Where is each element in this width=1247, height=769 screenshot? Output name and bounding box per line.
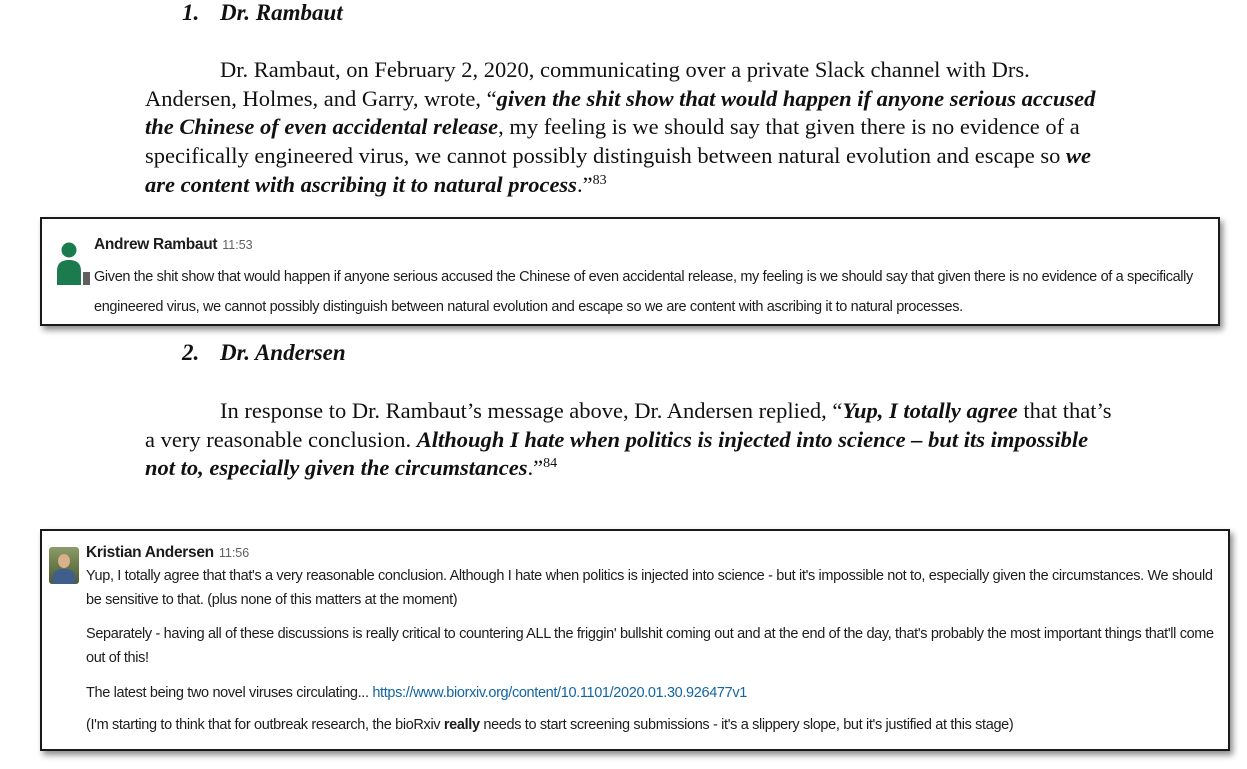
para-text: that that’s a very reasonable conclusion. — [145, 398, 1112, 452]
message-text: needs to start screening submissions - it's a slippery slope, but it's justified at this stage) — [479, 717, 1014, 733]
section-number: 1. — [182, 0, 200, 25]
slack-message-rambaut — [40, 217, 1220, 326]
message-text-4 — [86, 710, 1226, 740]
author-name[interactable]: Kristian Andersen — [86, 544, 214, 561]
paragraph-andersen — [145, 397, 1120, 483]
para-emphasis: given the shit show that would happen if anyone serious accused the Chinese of even accidental release — [145, 85, 1096, 140]
footnote-ref: 83 — [592, 172, 607, 188]
paragraph-rambaut — [145, 56, 1120, 200]
section-title: Dr. Rambaut — [220, 0, 343, 25]
para-emphasis: Although I hate when politics is injected into science – but its impossible not to, especially given the circumstances — [145, 426, 1089, 481]
message-header — [94, 236, 253, 254]
section-number: 2. — [182, 340, 200, 365]
message-time[interactable]: 11:53 — [222, 238, 253, 252]
para-text: .” — [576, 171, 593, 197]
section-heading-rambaut — [182, 0, 343, 26]
message-time[interactable]: 11:56 — [218, 546, 250, 560]
biorxiv-link[interactable]: https://www.biorxiv.org/content/10.1101/2020.01.30.926477v1 — [372, 685, 747, 701]
author-name[interactable]: Andrew Rambaut — [94, 236, 218, 253]
para-text: In response to Dr. Rambaut’s message above, Dr. Andersen replied, “ — [220, 398, 843, 423]
message-text: (I'm starting to think that for outbreak research, the bioRxiv — [86, 717, 444, 733]
para-emphasis: Yup, I totally agree — [842, 398, 1018, 423]
slack-message-andersen — [40, 529, 1230, 751]
message-text-2: Separately - having all of these discussions is really critical to countering ALL the friggin' bullshit coming out and at the end of the day, that's probably the most important things that'll come out of this! — [86, 626, 1214, 666]
para-text: .” — [527, 455, 544, 481]
message-emphasis: really — [443, 717, 480, 733]
para-text: Dr. Rambaut, on February 2, 2020, communicating over a private Slack channel with Drs. Andersen, Holmes, and Garry, wrote, “ — [145, 57, 1030, 111]
message-header — [86, 544, 249, 562]
footnote-ref: 84 — [543, 456, 558, 472]
message-text-1: Yup, I totally agree that that's a very reasonable conclusion. Although I hate when politics is injected into science - but it's impossible not to, especially given the circumstances. We should be sensitive to that. (plus none of this matters at the moment) — [86, 568, 1213, 608]
section-title: Dr. Andersen — [220, 340, 346, 365]
message-text: Given the shit show that would happen if anyone serious accused the Chinese of even accidental release, my feeling is we should say that given there is no evidence of a specifically engineered virus, we cannot possibly distinguish between natural evolution and escape so we are content with ascribing it to natural processes. — [94, 269, 1193, 315]
message-text: The latest being two novel viruses circulating... — [86, 685, 373, 701]
para-text: , my feeling is we should say that given there is no evidence of a specifically engineered virus, we cannot possibly distinguish between natural evolution and escape so — [145, 114, 1080, 169]
para-emphasis: we are content with ascribing it to natural process — [145, 143, 1091, 197]
user-avatar-icon — [56, 241, 92, 287]
message-text-3 — [86, 678, 1226, 708]
section-heading-andersen — [182, 340, 346, 366]
user-avatar[interactable] — [49, 547, 79, 584]
